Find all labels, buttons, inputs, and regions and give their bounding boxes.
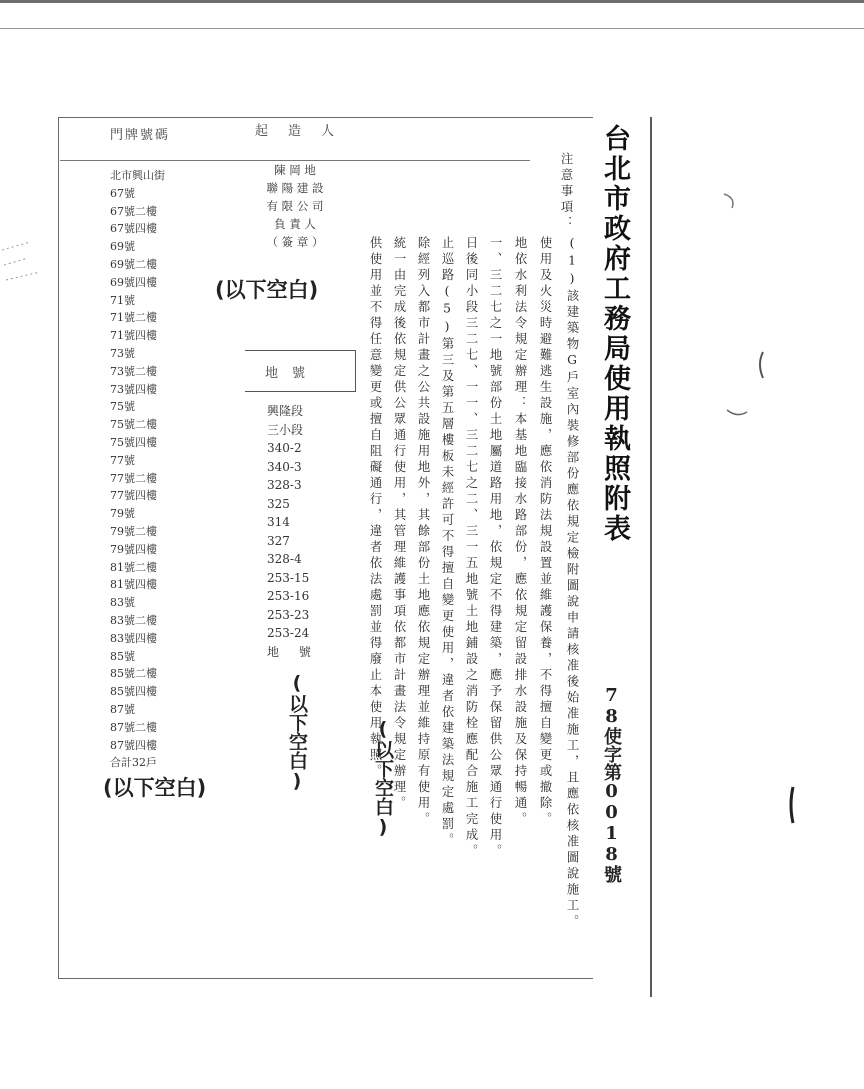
plot-item: 328-4 [267,552,302,566]
list-item: 北市興山街 [110,169,165,182]
list-item: 81號二樓 [110,560,157,574]
blank-stamp: (以下空白) [215,278,319,302]
note-column: 地依水利法令規定辦理：本基地臨接水路部份，應依規定留設排水設施及保持暢通。 [513,236,527,828]
list-item: 69號二樓 [110,257,157,271]
list-item: 77號四樓 [110,489,157,503]
scan-mark [720,190,740,210]
scan-mark [788,785,796,825]
note-column: 止巡路(5)第三及第五層樓板未經許可不得擅自變更使用，違者依建築法規定處罰。 [440,236,454,850]
list-item: 87號二樓 [110,720,157,734]
notes-label: 注意事項： [559,152,573,232]
list-item: 75號二樓 [110,418,157,432]
list-item: 67號二樓 [110,204,157,218]
list-item: 79號 [110,507,135,521]
list-item: 73號 [110,346,135,360]
list-item: 85號四樓 [110,685,157,699]
list-item: 75號 [110,400,135,414]
list-item: 79號四樓 [110,542,157,556]
list-item: 77號 [110,453,135,467]
note-column: (1)該建築物G戶室內裝修部份應依規定檢附圖說申請核准後始准施工，且應依核准圖說施工。 [565,236,579,931]
builder-line: （ 簽 章 ） [266,235,324,249]
list-item: 71號四樓 [110,329,157,343]
scan-mark [725,400,749,420]
list-item: 73號二樓 [110,364,157,378]
scan-mark [755,350,767,380]
scan-noise [0,230,60,290]
note-column: 除經列入都市計畫之公共設施用地外，其餘部份土地應依規定辦理並維持原有使用。 [416,236,430,828]
door-number-header: 門牌號碼 [110,128,171,143]
blank-stamp: (以下空白) [286,672,308,792]
plot-header: 地號 [265,366,320,381]
list-item: 67號四樓 [110,222,157,236]
door-number-list [110,167,165,772]
list-item: 71號 [110,293,135,307]
scan-rule [0,28,864,29]
note-column: 日後同小段三二七、一一、三二七之二、三一五地號土地鋪設之消防栓應配合施工完成。 [464,236,478,860]
list-item: 75號四樓 [110,435,157,449]
plot-item: 328-3 [267,478,302,492]
plot-item: 327 [267,533,290,548]
blank-stamp: (以下空白) [372,718,394,838]
plot-section: 三小段 [267,422,304,437]
blank-stamp: (以下空白) [103,776,207,800]
list-item: 85號二樓 [110,667,157,681]
plot-item: 314 [267,515,290,529]
list-item: 79號二樓 [110,524,157,538]
list-item: 77號二樓 [110,471,157,485]
note-column: 一、三二七之一地號部份土地屬道路用地，依規定不得建築，應予保留供公眾通行使用。 [488,236,502,860]
list-item: 85號 [110,649,135,663]
plot-item: 340-3 [267,459,302,474]
list-item: 81號四樓 [110,578,157,592]
list-item: 83號 [110,596,135,610]
plot-item: 325 [267,496,290,511]
builder-line: 聯 陽 建 設 [266,181,324,195]
list-item: 73號四樓 [110,382,157,396]
note-column: 統一由完成後依規定供公眾通行使用，其管理維護事項依都市計畫法令規定辦理。 [392,236,406,812]
list-item: 合計32戶 [110,756,157,770]
permit-number: 78使字第0018號 [601,685,622,883]
list-item: 83號四樓 [110,631,157,645]
list-item: 69號 [110,240,135,254]
list-item: 87號四樓 [110,738,157,752]
plot-item: 253-15 [267,570,310,585]
note-column: 使用及火災時避難逃生設施，應依消防法規設置並維護保養，不得擅自變更或撤除。 [538,236,552,828]
builder-line: 有 限 公 司 [266,199,324,213]
builder-line: 負 責 人 [274,217,316,231]
list-item: 83號二樓 [110,613,157,627]
plot-list [267,402,319,661]
plot-item: 340-2 [267,441,302,455]
list-item: 67號 [110,186,135,200]
plot-section: 興隆段 [267,404,304,418]
builder-block [250,161,340,251]
document-title: 台北市政府工務局使用執照附表 [599,124,630,544]
plot-item: 253-24 [267,626,310,640]
builder-header: 起造人 [255,124,355,139]
plot-item: 253-16 [267,589,310,603]
plot-item: 253-23 [267,607,310,622]
list-item: 69號四樓 [110,275,157,289]
note-column: 供使用並不得任意變更或擅自阻礙通行，違者依法處罰並得廢止本使用執照。 [368,236,382,780]
list-item: 71號二樓 [110,311,157,325]
scan-edge [0,0,864,3]
plot-footer: 地 號 [267,644,319,659]
builder-line: 陳 岡 地 [274,163,316,177]
list-item: 87號 [110,702,135,716]
